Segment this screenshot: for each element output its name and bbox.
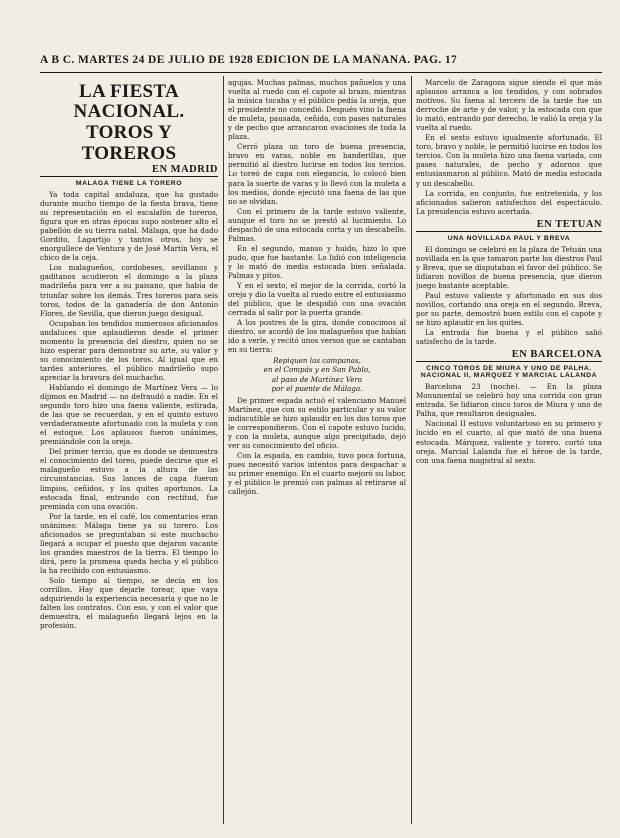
running-head: A B C. MARTES 24 DE JULIO DE 1928 EDICION DE LA MAÑANA. PAG. 17	[40, 54, 458, 66]
article-paragraph: En el segundo, manso y huido, hizo lo que pudo, que fue bastante. Lo lidió con inteligencia y lo mató de media estocada bien señalada. Palmas y pitos.	[228, 243, 406, 280]
section-rule	[416, 361, 602, 362]
section-en-madrid: EN MADRID	[151, 164, 218, 175]
article-paragraph: Ocupaban los tendidos numerosos aficionados andaluces que aplaudieron desde el primer momento la presencia del diestro, quien no se hizo esperar para demostrar su arte, su valor y su conocimiento de los toros. Al igual que en tardes anteriores, el público madrileño supo apreciar la bravura del muchacho.	[40, 318, 218, 382]
headline-toros-y-toreros: TOROS Y TOREROS	[81, 122, 177, 164]
subhead-malaga: MALAGA TIENE LA TORERO	[75, 180, 183, 187]
column-rule-2	[411, 76, 412, 824]
article-paragraph: El domingo se celebró en la plaza de Tetuán una novillada en la que tomaron parte los diestros Paul y Breva, que se disputaban el favor del público. Se lidiaron novillos de buena presencia, que dieron juego bastante aceptable.	[416, 244, 602, 290]
article-paragraph: Paul estuvo valiente y afortunado en sus dos novillos, cortando una oreja en el segundo. Breva, por su parte, demostró buen estilo con el capote y se hizo aplaudir en los quites.	[416, 290, 602, 328]
article-paragraph: Ya toda capital andaluza, que ha gustado durante mucho tiempo de la fiesta brava, tiene su representación en el escalafón de toreros, figura que en otras épocas supo sostener alto el pabellón de su tierra natal. Málaga, que ha dado Gordito, Lagartijo y tantos otros, hoy se enorgullece de Ventura y de José Martín Vera, el chico de la ceja.	[40, 190, 218, 263]
article-paragraph: Con el primero de la tarde estuvo valiente, aunque el toro no se prestó al lucimiento. Lo despachó de una estocada corta y un descabello. Palmas.	[228, 206, 406, 243]
article-paragraph: La entrada fue buena y el público salió satisfecho de la tarde.	[416, 328, 602, 347]
column-1	[40, 78, 218, 824]
article-paragraph: La corrida, en conjunto, fue entretenida, y los aficionados salieron satisfechos del espectáculo. La presidencia estuvo acertada.	[416, 188, 602, 216]
article-paragraph: Los malagueños, cordobeses, sevillanos y gaditanos acudieron el domingo a la plaza madrileña para ver a su paisano, que había de triunfar sobre los demás. Tres toreros para seis toros, todos de la ganadería de don Antonio Flores, de Sevilla, que dieron juego desigual.	[40, 263, 218, 318]
article-paragraph: Barcelona 23 (noche). — En la plaza Monumental se celebró hoy una corrida con gran entrada. Se lidiaron cinco toros de Miura y uno de Palha, que resultaron desiguales.	[416, 382, 602, 419]
article-paragraph: Del primer tercio, que es donde se demuestra el conocimiento del toreo, puede decirse que el malagueño estuvo a la altura de las circunstancias. Sus lances de capa fueron limpios, ceñidos, y los quites oportunos. La estocada final, entrando con rectitud, fue premiada con una ovación.	[40, 447, 218, 511]
article-paragraph: Cerró plaza un toro de buena presencia, bravo en varas, noble en banderillas, que permitió al diestro lucirse en todos los tercios. Lo toreó de capa con elegancia, lo colocó bien para la suerte de varas y lo llevó con la muleta a los medios, donde ejecutó una faena de las que no se olvidan.	[228, 142, 406, 206]
article-paragraph: En el sexto estuvo igualmente afortunado. El toro, bravo y noble, le permitió lucirse en todos los tercios. Con la muleta hizo una faena variada, con pases naturales, de pecho y adornos que entusiasmaron al público. Mató de media estocada y un descabello.	[416, 133, 602, 188]
section-rule	[40, 176, 218, 177]
column-3	[416, 78, 602, 824]
article-paragraph: agujas. Muchas palmas, muchos pañuelos y una vuelta al ruedo con el capote al brazo, mientras la música tocaba y el público pedía la oreja, que el presidente no concedió. Después vino la faena de muleta, pausada, ceñida, con pases naturales y de pecho que arrancaron ovaciones de toda la plaza.	[228, 78, 406, 142]
section-en-barcelona: EN BARCELONA	[511, 349, 602, 361]
top-rule	[40, 72, 602, 73]
article-paragraph: Solo tiempo al tiempo, se decía en los corrillos. Hay que dejarle torear, que vaya adquiriendo la experiencia necesaria y que no le falten los contratos. Con eso, y con el valor que demuestra, el malagueño llegará lejos en la profesión.	[40, 575, 218, 631]
article-paragraph: Con la espada, en cambio, tuvo poca fortuna, pues necesitó varios intentos para despachar a su primer enemigo. En el cuarto mejoró su labor, y el público le premió con palmas al retirarse al callejón.	[228, 450, 406, 497]
article-paragraph: De primer espada actuó el valenciano Manuel Martínez, que con su estilo particular y su valor indiscutible se hizo aplaudir en los dos toros que le correspondieron. Con el capote estuvo lucido, y con la muleta, aunque algo precipitado, dejó ver su conocimiento del oficio.	[228, 395, 406, 450]
headline-fiesta-nacional: LA FIESTA NACIONAL.	[73, 81, 185, 122]
section-en-tetuan: EN TETUAN	[536, 218, 602, 230]
poem-line: por el puente de Málaga.	[271, 383, 363, 393]
article-paragraph: Por la tarde, en el café, los comentarios eran unánimes: Málaga tiene ya su torero. Los aficionados se preguntaban si este muchacho llegará a ocupar el puesto que dejaron vacante los grandes maestros de la tierra. El tiempo lo dirá, pero la promesa queda hecha y el público la ha recibido con entusiasmo.	[40, 511, 218, 575]
subhead-barcelona: CINCO TOROS DE MIURA Y UNO DE PALHA. NACIONAL II, MARQUEZ Y MARCIAL LALANDA	[420, 365, 598, 380]
column-2	[228, 78, 406, 824]
section-rule	[416, 231, 602, 232]
poem-verse	[228, 356, 406, 392]
article-paragraph: Nacional II estuvo voluntarioso en su primero y lucido en el cuarto, al que mató de una buena estocada. Márquez, valiente y torero, cortó una oreja. Marcial Lalanda fue el héroe de la tarde, con una faena magistral al sexto.	[416, 419, 602, 465]
column-rule-1	[223, 76, 224, 824]
article-paragraph: Marcelo de Zaragoza sigue siendo el que más aplausos arranca a los tendidos, y con sobrados motivos. Su faena al tercero de la tarde fue un derroche de arte y de valor, y la estocada con que lo mató, entrando por derecho, le valió la oreja y la vuelta al ruedo.	[416, 78, 602, 133]
article-paragraph: Y en el sexto, el mejor de la corrida, cortó la oreja y dio la vuelta al ruedo entre el entusiasmo del público, que le despidió con una ovación cerrada al salir por la puerta grande.	[228, 281, 406, 318]
article-paragraph: Hablando el domingo de Martínez Vera — lo dijimos en Madrid — no defraudó a nadie. En el segundo toro hizo una faena valiente, estirada, de las que se recuerdan, y en el quinto estuvo verdaderamente afortunado con la muleta y con el estoque. Los aplausos fueron unánimes, premiándole con la oreja.	[40, 382, 218, 447]
subhead-novillada: UNA NOVILLADA PAUL Y BREVA	[447, 234, 571, 242]
poem-line: al paso de Martínez Vera	[271, 374, 363, 384]
article-paragraph: A los postres de la gira, donde conocimos al diestro, se acordó de los malagueños que habían ido a verle, y recitó unos versos que se cantaban en su tierra:	[228, 318, 406, 355]
poem-line: en el Compás y en San Pablo,	[263, 365, 371, 375]
poem-line: Repiquen las campanas,	[273, 356, 361, 366]
